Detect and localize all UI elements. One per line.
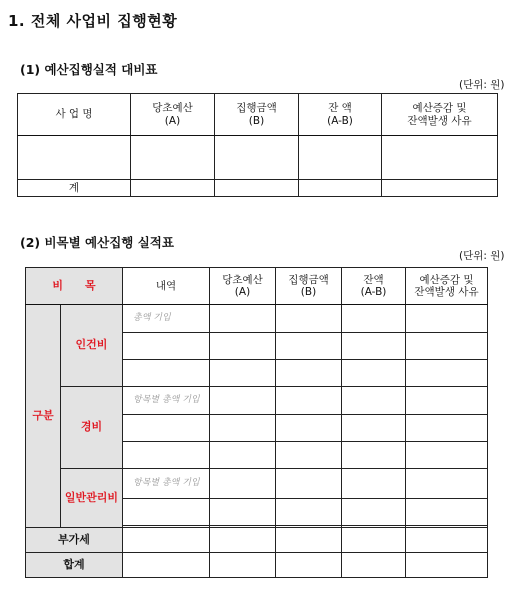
vat-row <box>26 528 488 553</box>
cell-executed[interactable] <box>215 136 299 180</box>
category-personnel: 인건비 <box>61 305 123 387</box>
header-executed: 집행금액 (B) <box>215 94 299 136</box>
total-label: 계 <box>18 180 131 197</box>
hint-admin[interactable]: 항목별 총액 기입 <box>123 469 210 499</box>
section2-unit: (단위: 원) <box>459 250 505 262</box>
total-label: 합계 <box>26 553 123 578</box>
table-row <box>26 387 488 415</box>
header-budget: 당초예산 (A) <box>131 94 215 136</box>
header-detail: 내역 <box>123 268 210 305</box>
expense-category-table <box>25 267 488 578</box>
category-expenses: 경비 <box>61 387 123 469</box>
header-balance: 잔액 (A-B) <box>342 268 406 305</box>
hint-expenses[interactable]: 항목별 총액 기입 <box>123 387 210 415</box>
cell-business[interactable] <box>18 136 131 180</box>
table-row <box>26 469 488 499</box>
section1-heading: (1) 예산집행실적 대비표 <box>20 62 158 77</box>
hint-personnel[interactable]: 총액 기입 <box>123 305 210 333</box>
table-row <box>26 305 488 333</box>
total-row <box>18 180 498 197</box>
cell-budget[interactable] <box>131 180 215 197</box>
cell-executed[interactable] <box>215 180 299 197</box>
table-header-row <box>18 94 498 136</box>
header-budget: 당초예산 (A) <box>210 268 276 305</box>
header-business: 사 업 명 <box>18 94 131 136</box>
cell-reason[interactable] <box>382 136 498 180</box>
section1-unit: (단위: 원) <box>459 79 505 91</box>
page-title: 1. 전체 사업비 집행현황 <box>8 12 178 30</box>
total-row <box>26 553 488 578</box>
header-reason: 예산증감 및 잔액발생 사유 <box>382 94 498 136</box>
table-row <box>18 136 498 180</box>
category-admin: 일반관리비 <box>61 469 123 528</box>
cell-budget[interactable] <box>131 136 215 180</box>
table-header-row <box>26 268 488 305</box>
vat-label: 부가세 <box>26 528 123 553</box>
group-label: 구분 <box>26 305 61 528</box>
header-executed: 집행금액 (B) <box>276 268 342 305</box>
header-reason: 예산증감 및 잔액발생 사유 <box>406 268 488 305</box>
header-balance: 잔 액 (A-B) <box>299 94 382 136</box>
section2-heading: (2) 비목별 예산집행 실적표 <box>20 235 174 250</box>
budget-comparison-table <box>17 93 498 197</box>
header-category: 비 목 <box>26 268 123 305</box>
cell-reason[interactable] <box>382 180 498 197</box>
cell-balance[interactable] <box>299 180 382 197</box>
cell-balance[interactable] <box>299 136 382 180</box>
